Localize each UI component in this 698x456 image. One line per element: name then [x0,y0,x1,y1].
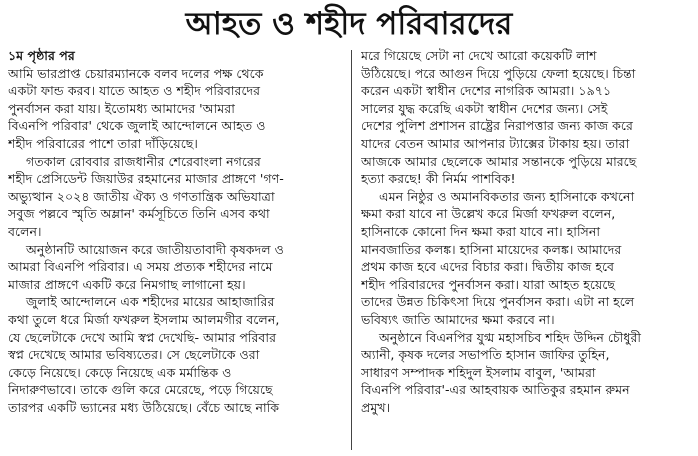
text-line: যে ছেলেটাকে দেখে আমি স্বপ্ন দেখেছি- আমার পরিবার [8,329,277,345]
text-line: তারপর একটি ভ্যানের মধ্য উঠিয়েছে। বেঁচে আছে নাকি [8,399,280,415]
text-line: প্রথম কাজ হবে এদের বিচার করা। দ্বিতীয় কাজ হবে [361,259,615,275]
text-line: শহীদ পরিবারের পাশে তারা দাঁড়িয়েছে। [8,135,198,151]
text-line: ক্ষমা করা যাবে না উল্লেখ করে মির্জা ফখরুল বলেন, [361,206,616,222]
text-line: সবুজ পল্লবে স্মৃতি অম্লান' কর্মসূচিতে তিনি এসব কথা [8,206,270,222]
text-line: যাদের বেতন আমার আপনার ট্যাক্সের টাকায় হয়। তারা [361,135,630,151]
text-line: নিদারুণভাবে। তাকে গুলি করে মেরেছে, পড়ে গিয়েছে [8,382,273,398]
text-line: মাজার প্রাঙ্গণে একটি করে নিমগাছ লাগানো হয়। [8,276,246,292]
text-line: সাধারণ সম্পাদক শহিদুল ইসলাম বাবুল, 'আমরা [361,364,596,380]
text-line: কথা তুলে ধরে মির্জা ফখরুল ইসলাম আলমগীর বলেন, [8,311,280,327]
right-column [361,47,691,416]
text-line: আমরা বিএনপি পরিবার। এ সময় প্রত্যক শহীদের নামে [8,259,273,275]
continuation-kicker: ১ম পৃষ্ঠার পর [8,48,75,63]
text-line: প্রমুখ। [361,399,391,415]
text-line: অভ্যুত্থান ২০২৪ জাতীয় ঐক্য ও গণতান্ত্রিক অভিযাত্রা [8,188,275,204]
text-line: স্বপ্ন দেখেছে আমার ভবিষ্যতের। সে ছেলেটাকে ওরা [8,347,260,363]
text-line: তাদের উন্নত চিকিৎসা দিয়ে পুনর্বাসন করা। এটা না হলে [361,294,635,310]
text-line: বলেন। [8,223,42,239]
text-line: ভবিষ্যৎ জাতি আমাদের ক্ষমা করবে না। [361,311,555,327]
text-line: দেশের পুলিশ প্রশাসন রাষ্ট্রের নিরাপত্তার জন্য কাজ করে [361,118,633,134]
text-line: অনুষ্ঠানে বিএনপির যুগ্ম মহাসচিব শহিদ উদ্দিন চৌধুরী [379,329,642,345]
text-line: একটা ফান্ড করব। যাতে আহত ও শহীদ পরিবারদের [8,83,261,99]
text-line: এমন নিষ্ঠুর ও অমানবিকতার জন্য হাসিনাকে কখনো [379,188,635,204]
text-line: পুনর্বাসন করা যায়। ইতোমধ্য আমাদের 'আমরা [8,100,235,116]
text-line: মরে গিয়েছে সেটা না দেখে আরো কয়েকটি লাশ [361,48,597,63]
text-line: অনুষ্ঠানটি আয়োজন করে জাতীয়তাবাদী কৃষকদল ও [26,241,284,257]
text-line: শহীদ পরিবারদের পুনর্বাসন করা। যারা আহত হয়েছে [361,276,616,292]
text-line: কেড়ে নিয়েছে। কেড়ে নিয়েছে এক মর্মান্তিক ও [8,364,232,380]
text-line: হাসিনাকে কোনো দিন ক্ষমা করা যাবে না। হাসিনা [361,223,601,239]
text-line: হত্যা করছে! কী নির্মম পাশবিক! [361,171,516,187]
headline: আহত ও শহীদ পরিবারদের [185,6,513,42]
text-line: গতকাল রোববার রাজধানীর শেরেবাংলা নগরের [26,153,261,169]
text-line: জুলাই আন্দোলনে এক শহীদের মায়ের আহাজারির [26,294,275,310]
text-line: আমি ভারপ্রাপ্ত চেয়ারম্যানকে বলব দলের পক্ষ থেকে [8,65,264,81]
text-line: মানবজাতির কলঙ্ক। হাসিনা মায়েদের কলঙ্ক। আমাদের [361,241,622,257]
left-column [8,47,344,416]
text-line: করেন একটা স্বাধীন দেশের নাগরিক আমরা। ১৯৭১ [361,83,612,99]
text-line: শহীদ প্রেসিডেন্ট জিয়াউর রহমানের মাজার প্রাঙ্গণে 'গণ- [8,171,284,187]
text-line: অ্যানী, কৃষক দলের সভাপতি হাসান জাফির তুহিন, [361,347,610,363]
text-line: বিএনপি পরিবার' থেকে জুলাই আন্দোলনে আহত ও [8,118,266,134]
text-line: সালের যুদ্ধ করেছি একটা স্বাধীন দেশের জন্য। সেই [361,100,608,116]
text-line: আজকে আমার ছেলেকে আমার সন্তানকে পুড়িয়ে মারছে [361,153,637,169]
text-line: উঠিয়েছে। পরে আগুন দিয়ে পুড়িয়ে ফেলা হয়েছে। চিন্তা [361,65,636,81]
text-line: বিএনপি পরিবার'-এর আহবায়ক আতিকুর রহমান রুমন [361,382,630,398]
column-divider [351,50,352,450]
